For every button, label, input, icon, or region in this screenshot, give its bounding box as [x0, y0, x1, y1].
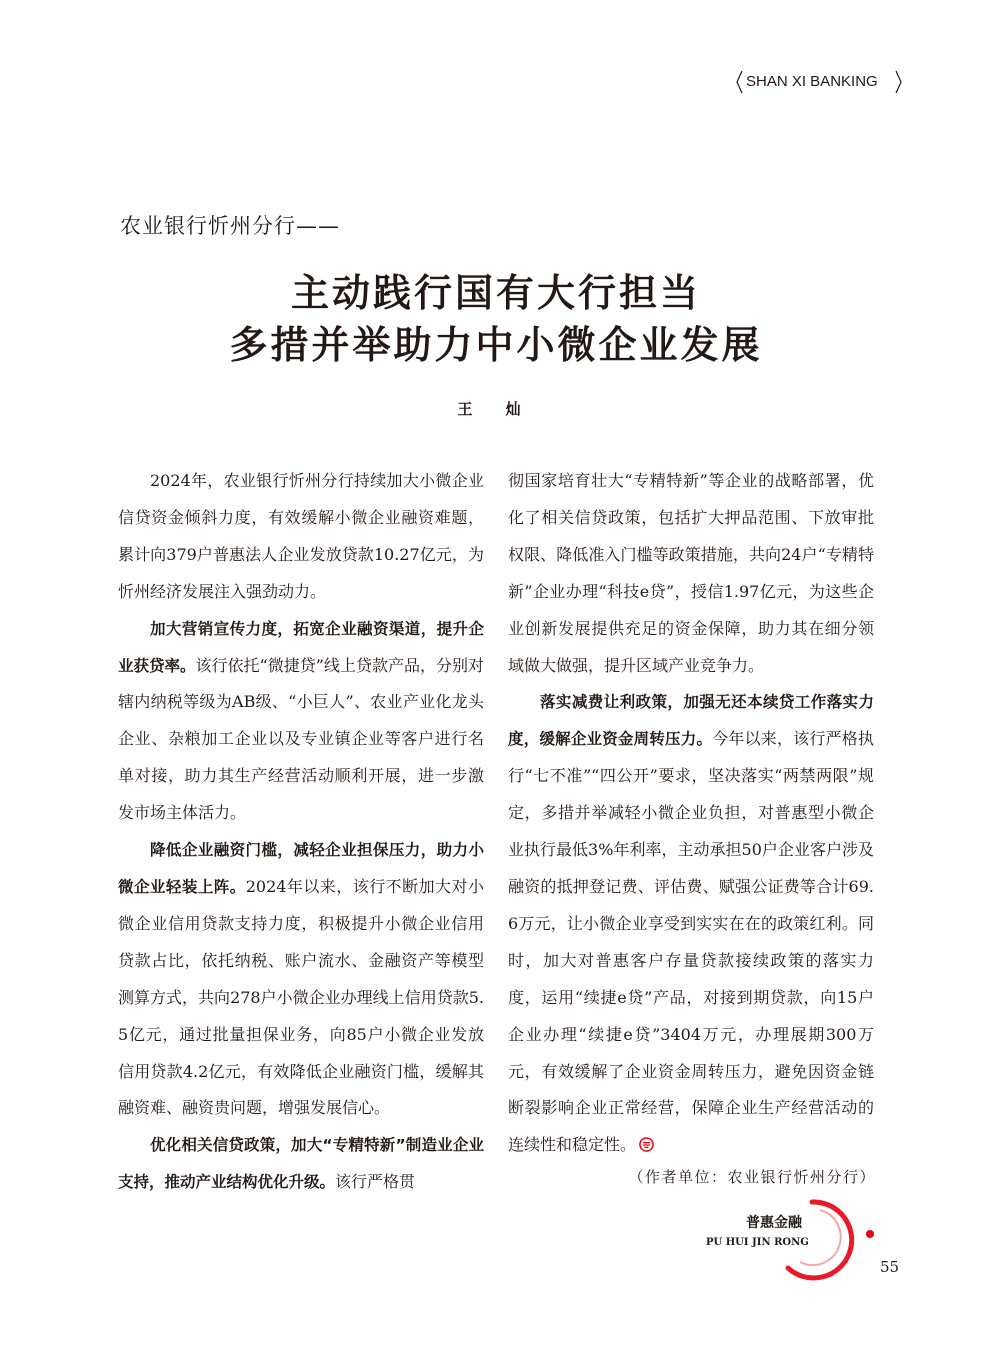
paragraph-threshold — [118, 832, 484, 1127]
paragraph-policy — [118, 1127, 484, 1201]
paragraph-marketing-lead: 加大营销宣传力度，拓宽企业融资渠道，提升企业获贷率。 — [118, 619, 484, 675]
article-kicker: 农业银行忻州分行—— — [120, 214, 340, 238]
section-tag-text: SHAN XI BANKING — [746, 73, 878, 90]
body-column-right — [508, 463, 874, 1164]
paragraph-intro: 2024年，农业银行忻州分行持续加大小微企业信贷资金倾斜力度，有效缓解小微企业融资难题，累计向379户普惠法人企业发放贷款10.27亿元，为忻州经济发展注入强劲动力。 — [118, 471, 484, 601]
article-title-line2: 多措并举助力中小微企业发展 — [229, 322, 763, 367]
paragraph-policy-continued: 彻国家培育壮大“专精特新”等企业的战略部署，优化了相关信贷政策，包括扩大押品范围、下放审批权限、降低准入门槛等政策措施，共向24户“专精特新”企业办理“科技e贷”，授信1.97亿元，为这些企业创新发展提供充足的资金保障，助力其在细分领域做大做强，提升区域产业竞争力。 — [508, 471, 874, 675]
paragraph-fee-reduction-lead: 落实减费让利政策，加强无还本续贷工作落实力度，缓解企业资金周转压力。 — [508, 693, 874, 749]
paragraph-threshold-lead: 降低企业融资门槛，减轻企业担保压力，助力小微企业轻装上阵。 — [118, 841, 484, 896]
paragraph-marketing-text: 该行依托“微捷贷”线上贷款产品，分别对辖内纳税等级为AB级、“小巨人”、农业产业化龙头企业、杂粮加工企业以及专业镇企业等客户进行名单对接，助力其生产经营活动顺利开展，进一步激发市场主体活力。 — [118, 655, 484, 823]
paragraph-fee-reduction-text: 今年以来，该行严格执行“七不准”“四公开”要求，坚决落实“两禁两限”规定，多措并举减轻小微企业负担，对普惠型小微企业执行最低3%年利率，主动承担50户企业客户涉及融资的抵押登记费、评估费、赋强公证费等合计69.6万元，让小微企业享受到实实在在的政策红利。同时，加大对普惠客户存量贷款接续政策的落实力度，运用“续捷e贷”产品，对接到期贷款，向15户企业办理“续捷e贷”3404万元，办理展期300万元，有效缓解了企业资金周转压力，避免因资金链断裂影响企业正常经营，保障企业生产经营活动的连续性和稳定性。 — [508, 729, 874, 1155]
page-number: 55 — [880, 1258, 900, 1276]
paragraph-threshold-text: 2024年以来，该行不断加大对小微企业信用贷款支持力度，积极提升小微企业信用贷款占比，依托纳税、账户流水、金融资产等模型测算方式，共向278户小微企业办理线上信用贷款5.5亿元，通过批量担保业务，向85户小微企业发放信用贷款4.2亿元，有效降低企业融资门槛，缓解其融资难、融资贵问题，增强发展信心。 — [118, 876, 484, 1118]
paragraph-marketing — [118, 611, 484, 832]
article-title-line1: 主动践行国有大行担当 — [290, 270, 701, 315]
article-end-mark-icon — [639, 1137, 654, 1152]
paragraph-policy-text-start: 该行严格贯 — [335, 1172, 416, 1192]
brand-name-en: PU HUI JIN RONG — [706, 1237, 809, 1248]
paragraph-fee-reduction — [508, 684, 874, 1164]
author-affiliation: （作者单位：农业银行忻州分行） — [628, 1168, 876, 1186]
paragraph-policy-lead: 优化相关信贷政策，加大“专精特新”制造业企业支持，推动产业结构优化升级。 — [118, 1136, 484, 1192]
header-section-tag — [736, 70, 902, 94]
brand-name-cn: 普惠金融 — [746, 1215, 802, 1231]
body-column-left — [118, 463, 484, 1201]
article-author: 王 灿 — [457, 400, 535, 418]
footer-brand — [700, 1196, 900, 1286]
